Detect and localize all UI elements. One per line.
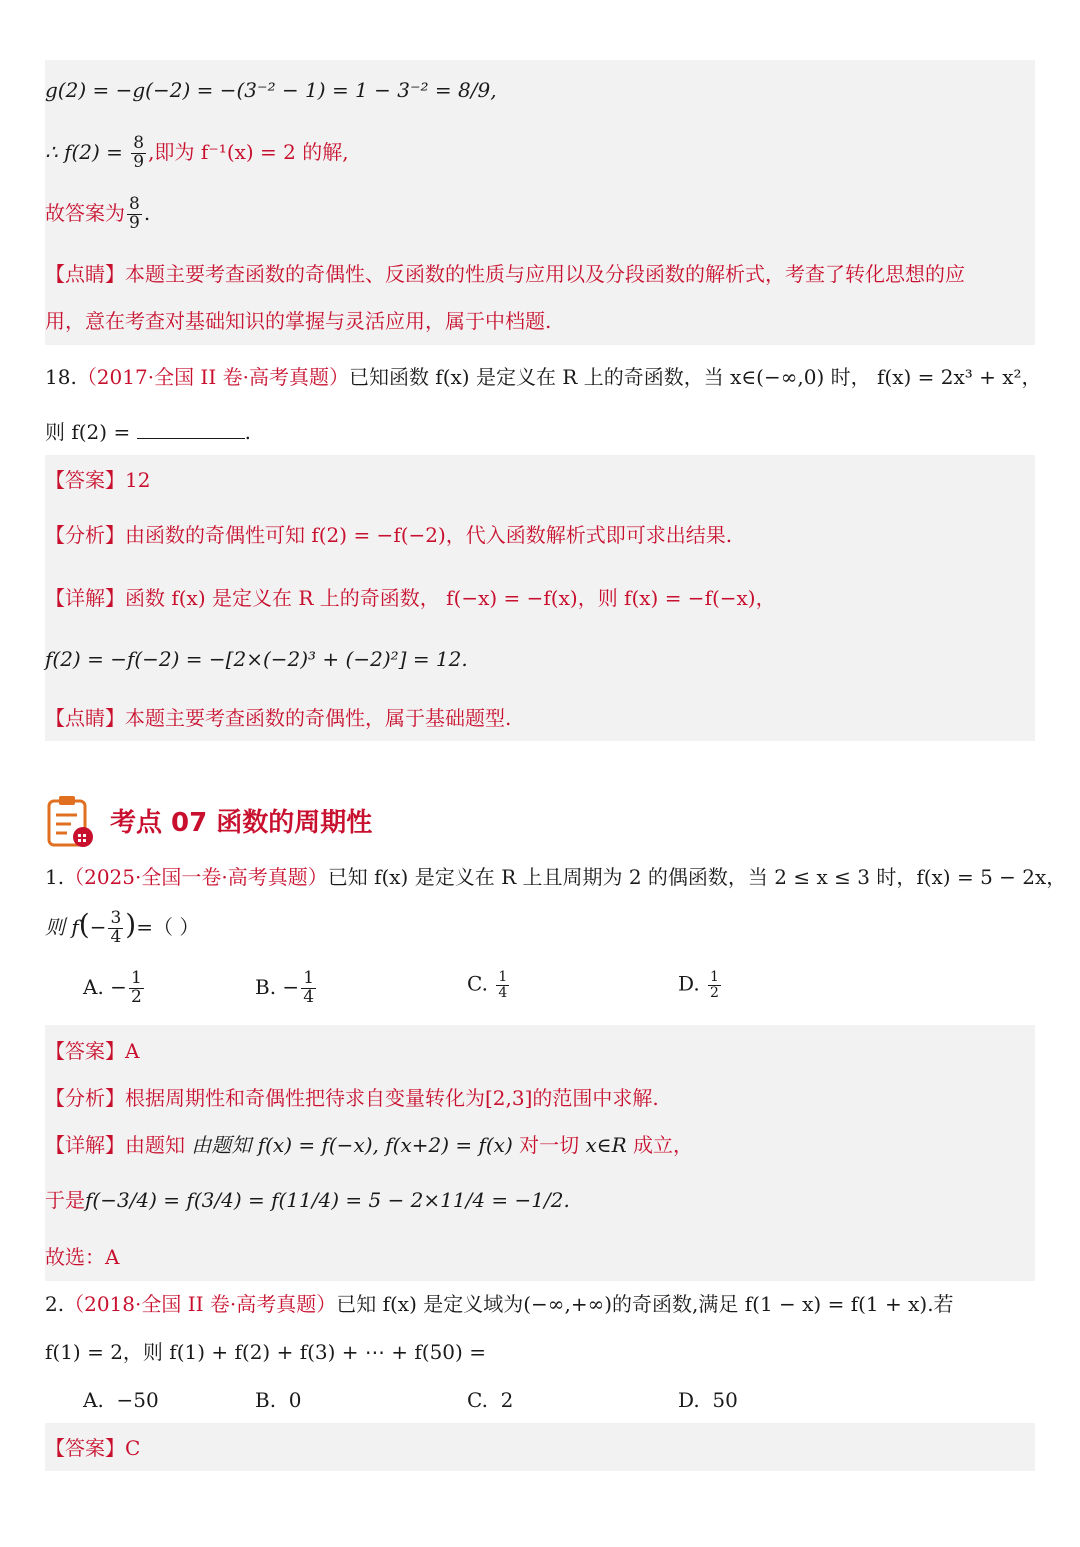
detail-intro: 由题知 [125, 1133, 192, 1157]
q1-stem-line-2 [45, 908, 199, 947]
prev-comment-line-2 [45, 309, 551, 333]
q2-option-a[interactable]: A. −50 [83, 1388, 159, 1412]
question-number: 1. [45, 865, 65, 889]
comment-text: 本题主要考查函数的奇偶性、反函数的性质与应用以及分段函数的解析式，考查了转化思想的应 [125, 262, 965, 286]
option-frac: $\frac{1}{2}$ [130, 968, 142, 1007]
prev-solution-f2: ∴ f(2) = [45, 139, 130, 164]
question-source: （2018·全国 II 卷·高考真题） [64, 1292, 337, 1316]
q1-detail-line-2 [45, 1188, 570, 1212]
open-paren: ( [78, 908, 90, 941]
prev-solution-line-3: 故答案为 $\frac{8}{9}$ . [45, 194, 151, 233]
answer-tag: 【答案】 [45, 1436, 125, 1460]
q1-analysis [45, 1086, 659, 1110]
question-source: （2025·全国一卷·高考真题） [64, 865, 328, 889]
prev-solution-inverse-note: ,即为 f⁻¹(x) = 2 的解, [148, 139, 349, 164]
q18-comment [45, 706, 511, 730]
detail-equation: 由题知 f(x) = f(−x), f(x+2) = f(x) [191, 1133, 520, 1157]
q2-stem-line-1 [45, 1292, 954, 1316]
detail-prefix: 于是 [45, 1188, 85, 1212]
question-stem-prefix: 则 f [45, 915, 79, 939]
answer-value: C [125, 1436, 141, 1460]
question-source: （2017·全国 II 卷·高考真题） [76, 365, 349, 389]
q1-conclusion [45, 1245, 119, 1269]
q1-option-a[interactable]: A. − $\frac{1}{2}$ [83, 968, 142, 1007]
prev-frac-8-9: $\frac{8}{9}$ [133, 133, 145, 172]
prev-solution-line-1 [45, 78, 497, 102]
q2-solution-block [45, 1423, 1035, 1471]
comment-tag: 【点睛】 [45, 262, 125, 286]
prev-solution-line-2 [45, 135, 349, 172]
answer-tag: 【答案】 [45, 1039, 125, 1063]
q1-option-d[interactable]: D. $\frac{1}{2}$ [678, 969, 719, 1001]
q18-stem-line-1 [45, 365, 1042, 389]
question-stem: 已知 f(x) 是定义在 R 上且周期为 2 的偶函数，当 2 ≤ x ≤ 3 时，f(x) = 5 − 2x， [327, 865, 1067, 889]
prev-solution-answer-label: 故答案为 [45, 200, 125, 225]
prev-answer-frac: $\frac{8}{9}$ [129, 194, 140, 233]
analysis-tag: 【分析】 [45, 1086, 125, 1110]
clipboard-icon [45, 793, 95, 849]
option-frac: $\frac{1}{2}$ [710, 969, 719, 1001]
detail-tag: 【详解】 [45, 1133, 125, 1157]
prev-solution-block [45, 60, 1035, 345]
frac-sign: − [89, 915, 107, 939]
q2-option-c[interactable]: C. 2 [467, 1388, 514, 1412]
q1-detail-line-1: 【详解】由题知 由题知 f(x) = f(−x), f(x+2) = f(x) 对一切 x∈R 成立， [45, 1133, 693, 1157]
question-stem-suffix: =（ ） [136, 915, 200, 939]
q1-stem-line-1 [45, 865, 1066, 889]
q18-detail-line-2 [45, 647, 468, 671]
prev-solution-equation: g(2) = −g(−2) = −(3⁻² − 1) = 1 − 3⁻² = 8/9, [45, 78, 497, 102]
answer-value: 12 [125, 468, 151, 492]
frac-3-4: $\frac{3}{4}$ [110, 908, 122, 947]
answer-tag: 【答案】 [45, 468, 125, 492]
q2-stem-line-2 [45, 1340, 486, 1364]
q1-answer [45, 1039, 139, 1063]
question-stem: 已知函数 f(x) 是定义在 R 上的奇函数，当 x∈(−∞,0) 时， f(x) = 2x³ + x²， [348, 365, 1042, 389]
analysis-tag: 【分析】 [45, 523, 125, 547]
analysis-text: 根据周期性和奇偶性把待求自变量转化为[2,3]的范围中求解. [125, 1086, 659, 1110]
q18-stem-line-2: 则 f(2) = . [45, 420, 251, 444]
option-frac: $\frac{1}{4}$ [498, 969, 508, 1001]
prev-comment-line-1 [45, 262, 965, 286]
comment-tag: 【点睛】 [45, 706, 125, 730]
q2-answer [45, 1436, 140, 1460]
question-number: 2. [45, 1292, 65, 1316]
detail-text: 函数 f(x) 是定义在 R 上的奇函数， f(−x) = −f(x)，则 f(x) = −f(−x)， [125, 586, 776, 610]
answer-value: A [125, 1039, 140, 1063]
comment-text-continued: 用，意在考查对基础知识的掌握与灵活应用，属于中档题. [45, 309, 552, 333]
q18-detail-line-1 [45, 586, 776, 610]
conclusion-text: 故选：A [45, 1245, 120, 1269]
q2-option-b[interactable]: B. 0 [255, 1388, 302, 1412]
answer-blank [137, 422, 245, 439]
question-stem-continued: 则 f(2) = [45, 420, 137, 444]
detail-equation: f(−3/4) = f(3/4) = f(11/4) = 5 − 2×11/4 = −1/2. [85, 1188, 570, 1212]
question-stem: 已知 f(x) 是定义域为(−∞,+∞)的奇函数,满足 f(1 − x) = f(1 + x).若 [336, 1292, 954, 1316]
q2-option-d[interactable]: D. 50 [678, 1388, 738, 1412]
section-title: 考点 07 函数的周期性 [110, 808, 373, 838]
question-stem-continued: f(1) = 2，则 f(1) + f(2) + f(3) + ⋯ + f(50) = [45, 1340, 486, 1364]
detail-equation: f(2) = −f(−2) = −[2×(−2)³ + (−2)²] = 12. [45, 647, 468, 671]
q1-option-c[interactable]: C. $\frac{1}{4}$ [467, 969, 508, 1001]
close-paren: ) [125, 908, 137, 941]
comment-text: 本题主要考查函数的奇偶性，属于基础题型. [125, 706, 512, 730]
analysis-text: 由函数的奇偶性可知 f(2) = −f(−2)，代入函数解析式即可求出结果. [125, 523, 733, 547]
q18-analysis [45, 523, 732, 547]
detail-tag: 【详解】 [45, 586, 125, 610]
option-frac: $\frac{1}{4}$ [303, 968, 315, 1007]
q1-option-b[interactable]: B. − $\frac{1}{4}$ [255, 968, 315, 1007]
question-number: 18. [45, 365, 77, 389]
q18-answer [45, 468, 150, 492]
